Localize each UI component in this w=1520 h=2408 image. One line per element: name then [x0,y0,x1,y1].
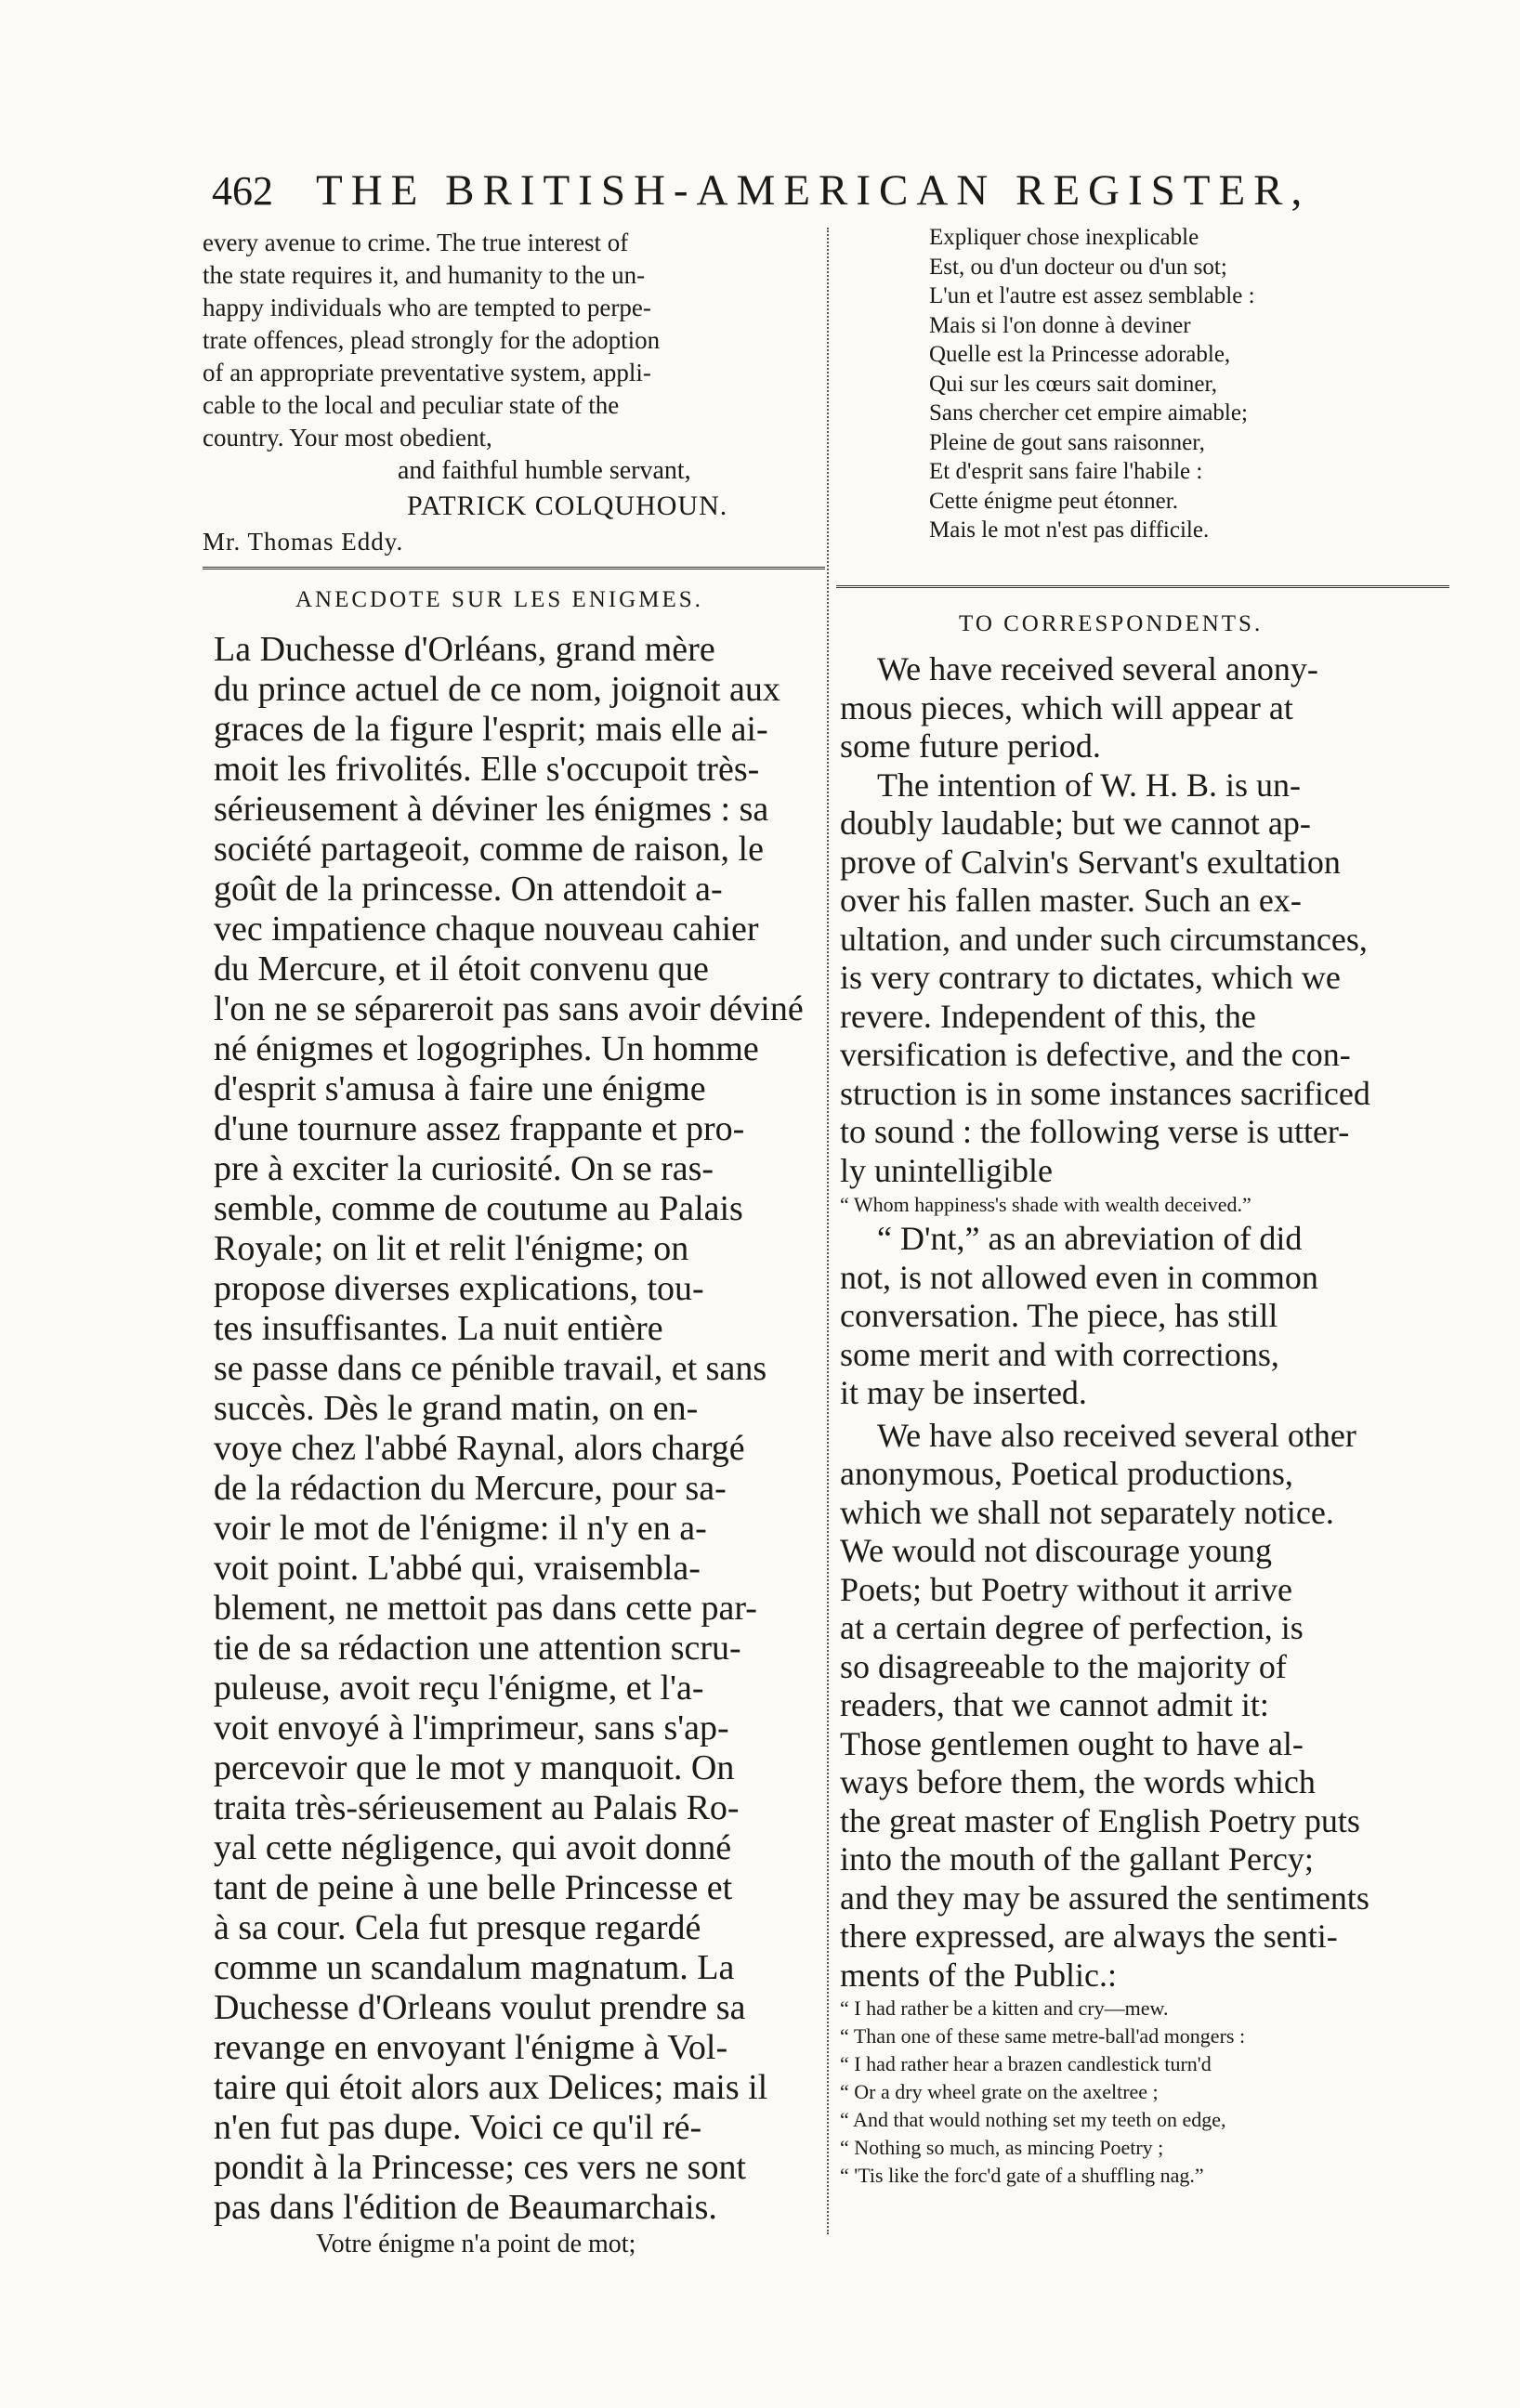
anecdote-line: tes insuffisantes. La nuit entière [214,1309,663,1348]
anecdote-line: Royale; on lit et relit l'énigme; on [214,1229,689,1268]
para-line: not, is not allowed even in common [840,1258,1318,1296]
section-rule [836,585,1449,588]
anecdote-line: à sa cour. Cela fut presque regardé [214,1908,701,1947]
quote-line: “ Than one of these same metre-ball'ad mongers : [840,2024,1246,2048]
anecdote-line: graces de la figure l'esprit; mais elle ai- [214,710,768,749]
anecdote-line: n'en fut pas dupe. Voici ce qu'il ré- [214,2108,702,2147]
para-line: ultation, and under such circumstances, [840,920,1368,958]
para-line: Those gentlemen ought to have al- [840,1724,1304,1762]
quoted-verse: “ Whom happiness's shade with wealth deceived.” [840,1193,1251,1216]
para-line: We have also received several other [877,1416,1356,1454]
para-line: which we shall not separately notice. [840,1493,1334,1531]
anecdote-line: voit point. L'abbé qui, vraisembla- [214,1549,701,1588]
poem-line: Mais le mot n'est pas difficile. [929,517,1210,543]
anecdote-line: d'esprit s'amusa à faire une énigme [214,1069,706,1108]
para-line: to sound : the following verse is utter- [840,1113,1350,1150]
para-line: revere. Independent of this, the [840,997,1256,1035]
anecdote-line: taire qui étoit alors aux Delices; mais il [214,2068,768,2107]
para-line: ly unintelligible [840,1151,1053,1189]
para-line: anonymous, Poetical productions, [840,1455,1293,1492]
anecdote-line: pre à exciter la curiosité. On se ras- [214,1149,714,1188]
para-line: is very contrary to dictates, which we [840,959,1341,996]
quote-line: “ Or a dry wheel grate on the axeltree ; [840,2080,1159,2103]
poem-line: Pleine de gout sans raisonner, [929,429,1205,455]
anecdote-line: du Mercure, et il étoit convenu que [214,949,709,988]
anecdote-line: propose diverses explications, tou- [214,1269,704,1308]
letter-line: cable to the local and peculiar state of the [203,391,620,419]
anecdote-heading: ANECDOTE SUR LES ENIGMES. [295,587,703,612]
poem-line: Mais si l'on donne à deviner [929,312,1191,338]
anecdote-line: de la rédaction du Mercure, pour sa- [214,1469,727,1508]
anecdote-line: comme un scandalum magnatum. La [214,1948,735,1987]
poem-line: Quelle est la Princesse adorable, [929,342,1231,367]
anecdote-line: se passe dans ce pénible travail, et sans [214,1349,767,1388]
letter-line: trate offences, plead strongly for the adoption [203,326,661,354]
para-line: prove of Calvin's Servant's exultation [840,843,1341,881]
quote-line: “ Nothing so much, as mincing Poetry ; [840,2136,1164,2159]
anecdote-line: puleuse, avoit reçu l'énigme, et l'a- [214,1669,704,1708]
para-line: at a certain degree of perfection, is [840,1609,1304,1646]
column-divider [827,228,829,2234]
letter-line: country. Your most obedient, [203,424,492,452]
anecdote-line: succès. Dès le grand matin, on en- [214,1389,699,1428]
correspondents-heading: TO CORRESPONDENTS. [959,611,1264,636]
para-line: conversation. The piece, has still [840,1297,1278,1334]
anecdote-line: revange en envoyant l'énigme à Vol- [214,2028,728,2067]
para-line: readers, that we cannot admit it: [840,1686,1269,1723]
para-line: into the mouth of the gallant Percy; [840,1840,1314,1878]
section-rule [203,567,825,569]
letter-closing [203,227,816,558]
anecdote-line: moit les frivolités. Elle s'occupoit très- [214,750,760,789]
signature: PATRICK COLQUHOUN. [407,491,728,521]
para-line: struction is in some instances sacrificed [840,1074,1370,1112]
anecdote-line: du prince actuel de ce nom, joignoit aux [214,670,780,709]
para-line: Poets; but Poetry without it arrive [840,1570,1292,1608]
running-head: THE BRITISH-AMERICAN REGISTER, [316,166,1311,215]
para-line: We would not discourage young [840,1532,1273,1569]
anecdote-line: né énigmes et logogriphes. Un homme [214,1029,759,1068]
page-header [212,165,1457,221]
anecdote-line: l'on ne se sépareroit pas sans avoir déviné [214,989,804,1028]
anecdote-line: voir le mot de l'énigme: il n'y en a- [214,1509,707,1548]
para-line: over his fallen master. Such an ex- [840,882,1302,919]
letter-line: the state requires it, and humanity to the un- [203,261,646,289]
anecdote-line: tant de peine à une belle Princesse et [214,1868,733,1907]
para-line: The intention of W. H. B. is un- [877,766,1301,804]
closing: and faithful humble servant, [398,456,691,485]
poem-line: Est, ou d'un docteur ou d'un sot; [929,254,1227,280]
anecdote-line: percevoir que le mot y manquoit. On [214,1748,735,1787]
para-line: some merit and with corrections, [840,1335,1279,1373]
poem-line: Sans chercher cet empire aimable; [929,400,1248,425]
anecdote-line: Duchesse d'Orleans voulut prendre sa [214,1988,746,2027]
anecdote-line: d'une tournure assez frappante et pro- [214,1109,745,1148]
poem-line: Expliquer chose inexplicable [929,225,1199,250]
anecdote-line: sérieusement à déviner les énigmes : sa [214,790,769,829]
verse-first-line: Votre énigme n'a point de mot; [316,2230,636,2258]
para-line: and they may be assured the sentiments [840,1878,1369,1917]
anecdote-line: voit envoyé à l'imprimeur, sans s'ap- [214,1708,729,1747]
page-number: 462 [212,168,273,214]
para-line: ments of the Public.: [840,1956,1117,1994]
poem-line: Cette énigme peut étonner. [929,488,1178,514]
para-line: doubly laudable; but we cannot ap- [840,805,1311,842]
correspondents-body [840,650,1453,2190]
letter-line: of an appropriate preventative system, appli- [203,359,651,386]
para-line: some future period. [840,727,1101,765]
poem-line: Et d'esprit sans faire l'habile : [929,459,1203,484]
poem [929,223,1449,545]
anecdote-line: blement, ne mettoit pas dans cette par- [214,1589,757,1628]
anecdote-line: vec impatience chaque nouveau cahier [214,910,759,949]
anecdote-line: pondit à la Princesse; ces vers ne sont [214,2148,747,2187]
anecdote-line: pas dans l'édition de Beaumarchais. [214,2188,717,2227]
quote-line: “ I had rather hear a brazen candlestick turn'd [840,2052,1212,2075]
para-line: it may be inserted. [840,1374,1087,1411]
anecdote-line: La Duchesse d'Orléans, grand mère [214,630,715,669]
anecdote-line: société partageoit, comme de raison, le [214,830,764,869]
letter-line: happy individuals who are tempted to perpe- [203,294,651,321]
para-line: versification is defective, and the con- [840,1036,1351,1073]
para-line: mous pieces, which will appear at [840,688,1293,726]
para-line: so disagreeable to the majority of [840,1647,1287,1685]
addressee: Mr. Thomas Eddy. [203,528,404,556]
quote-line: “ I had rather be a kitten and cry—mew. [840,1996,1169,2020]
anecdote-line: semble, comme de coutume au Palais [214,1189,743,1228]
anecdote-body [214,630,827,2261]
anecdote-line: tie de sa rédaction une attention scru- [214,1629,741,1668]
anecdote-line: goût de la princesse. On attendoit a- [214,870,723,909]
para-line: the great master of English Poetry puts [840,1801,1360,1839]
letter-line: every avenue to crime. The true interest of [203,229,629,256]
anecdote-line: yal cette négligence, qui avoit donné [214,1828,732,1867]
anecdote-line: voye chez l'abbé Raynal, alors chargé [214,1429,745,1468]
quote-line: “ 'Tis like the forc'd gate of a shuffling nag.” [840,2164,1204,2187]
para-line: We have received several anony- [877,650,1318,687]
poem-line: L'un et l'autre est assez semblable : [929,283,1255,308]
poem-line: Qui sur les cœurs sait dominer, [929,371,1218,397]
para-line: ways before them, the words which [840,1763,1316,1800]
para-line: there expressed, are always the senti- [840,1917,1338,1955]
anecdote-line: traita très-sérieusement au Palais Ro- [214,1788,740,1827]
quote-line: “ And that would nothing set my teeth on edge, [840,2108,1226,2131]
para-line: “ D'nt,” as an abreviation of did [877,1220,1303,1257]
